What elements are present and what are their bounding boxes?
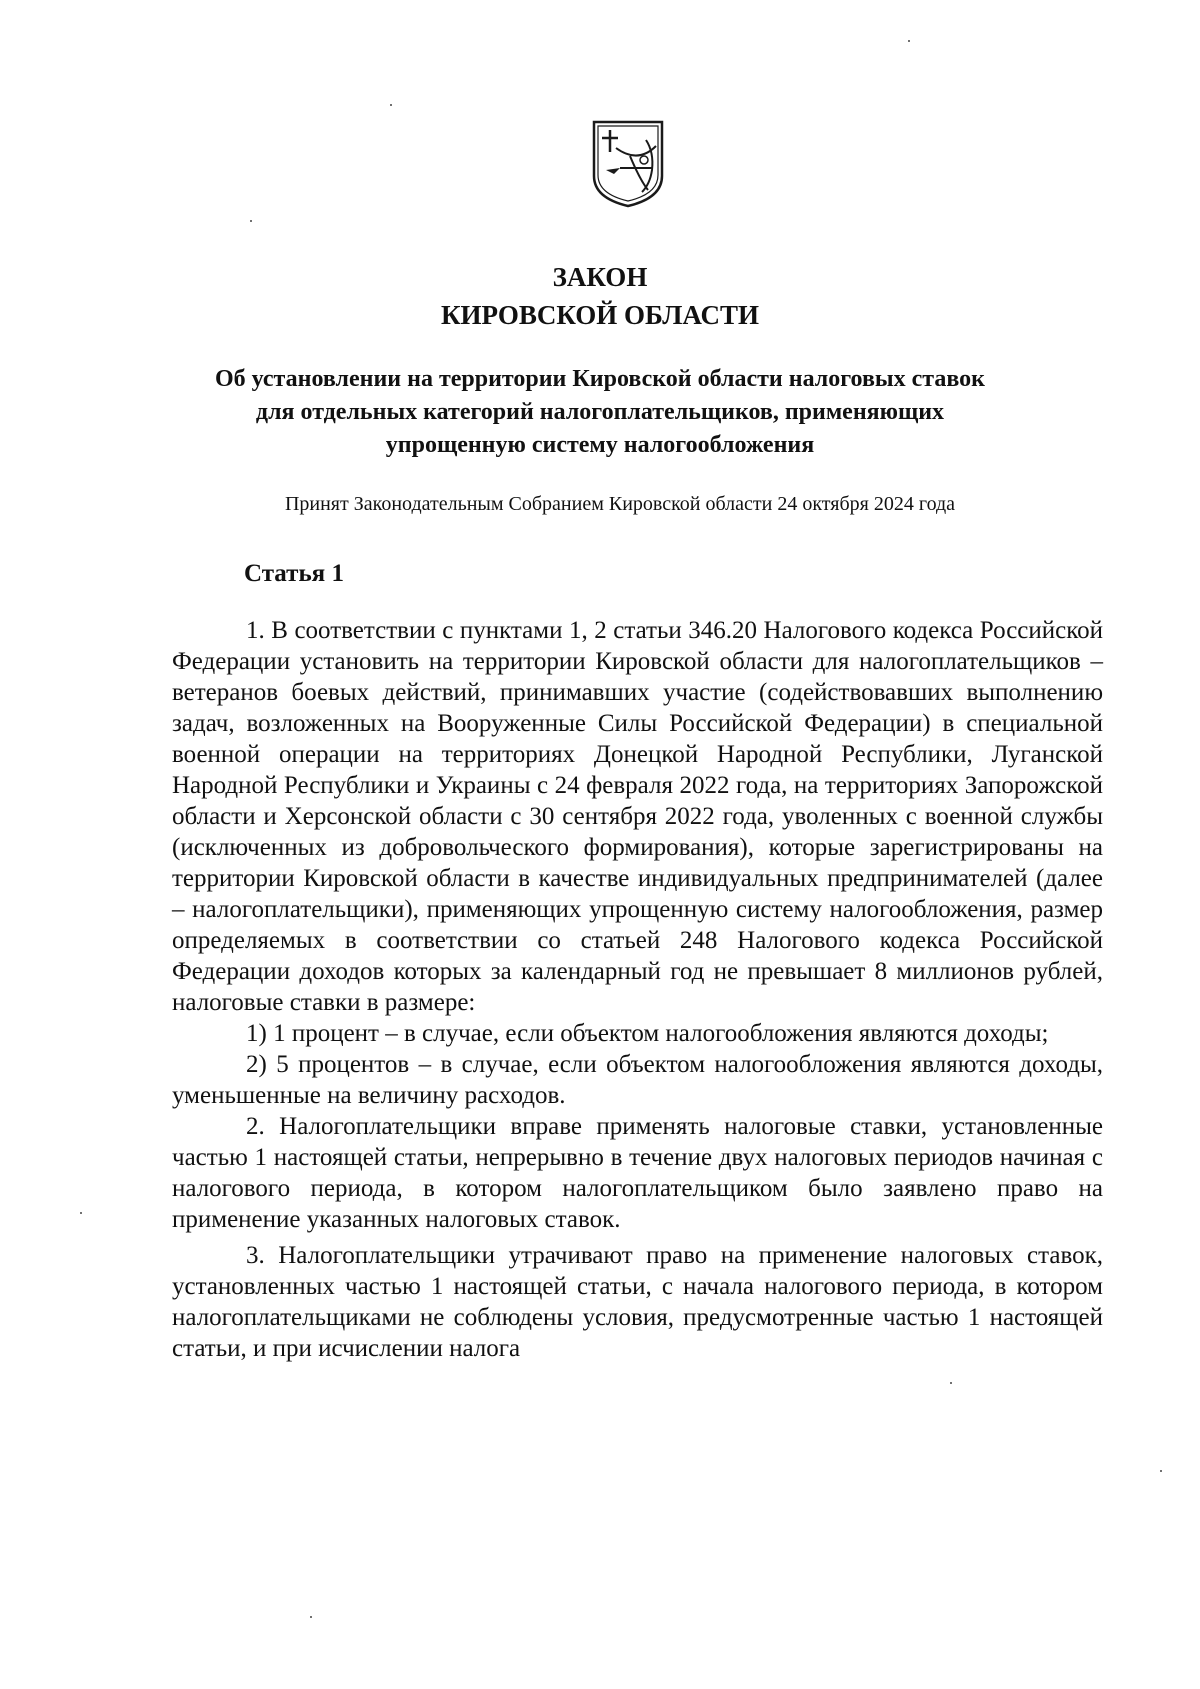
law-subject: [150, 363, 1050, 462]
article-heading: Статья 1: [244, 560, 344, 587]
law-subject-line1: Об установлении на территории Кировской области налоговых ставок: [214, 366, 986, 392]
paragraph-part-3: 3. Налогоплательщики утрачивают право на применение налоговых ставок, установленных частью 1 настоящей статьи, с начала налогового периода, в котором налогоплательщиками не соблюдены условия, предусмотренные частью 1 настоящей статьи, и при исчислении налога: [172, 1242, 1103, 1362]
law-subject-line2: для отдельных категорий налогоплательщиков, применяющих: [255, 399, 945, 425]
paragraph-part-1: 1. В соответствии с пунктами 1, 2 статьи 346.20 Налогового кодекса Российской Федерации установить на территории Кировской области для налогоплательщиков – ветеранов боевых действий, принимавших участие (содействовавших выполнению задач, возложенных на Вооруженные Силы Российской Федерации) в специальной военной операции на территориях Донецкой Народной Республики, Луганской Народной Республики и Украины с 24 февраля 2022 года, на территориях Запорожской области и Херсонской области с 30 сентября 2022 года, уволенных с военной службы (исключенных из добровольческого формирования), которые зарегистрированы на территории Кировской области в качестве индивидуальных предпринимателей (далее – налогоплательщики), применяющих упрощенную систему налогообложения, размер определяемых в соответствии со статьей 248 Налогового кодекса Российской Федерации доходов которых за календарный год не превышает 8 миллионов рублей, налоговые ставки в размере:: [172, 617, 1103, 1016]
article-body: [172, 615, 1103, 1364]
law-title-line1: ЗАКОН: [552, 262, 648, 292]
law-title: [0, 258, 1200, 334]
paragraph-item-2: 2) 5 процентов – в случае, если объектом налогообложения являются доходы, уменьшенные на величину расходов.: [172, 1051, 1103, 1109]
law-subject-line3: упрощенную систему налогообложения: [385, 432, 815, 458]
paragraph-item-1: 1) 1 процент – в случае, если объектом налогообложения являются доходы;: [246, 1020, 1049, 1047]
kirov-coat-of-arms-icon: [590, 118, 666, 210]
paragraph-part-2: 2. Налогоплательщики вправе применять налоговые ставки, установленные частью 1 настоящей статьи, непрерывно в течение двух налоговых периодов начиная с налогового периода, в котором налогоплательщиком было заявлено право на применение указанных налоговых ставок.: [172, 1113, 1103, 1233]
law-title-line2: КИРОВСКОЙ ОБЛАСТИ: [440, 300, 760, 330]
adoption-note: Принят Законодательным Собранием Кировской области 24 октября 2024 года: [284, 493, 956, 515]
